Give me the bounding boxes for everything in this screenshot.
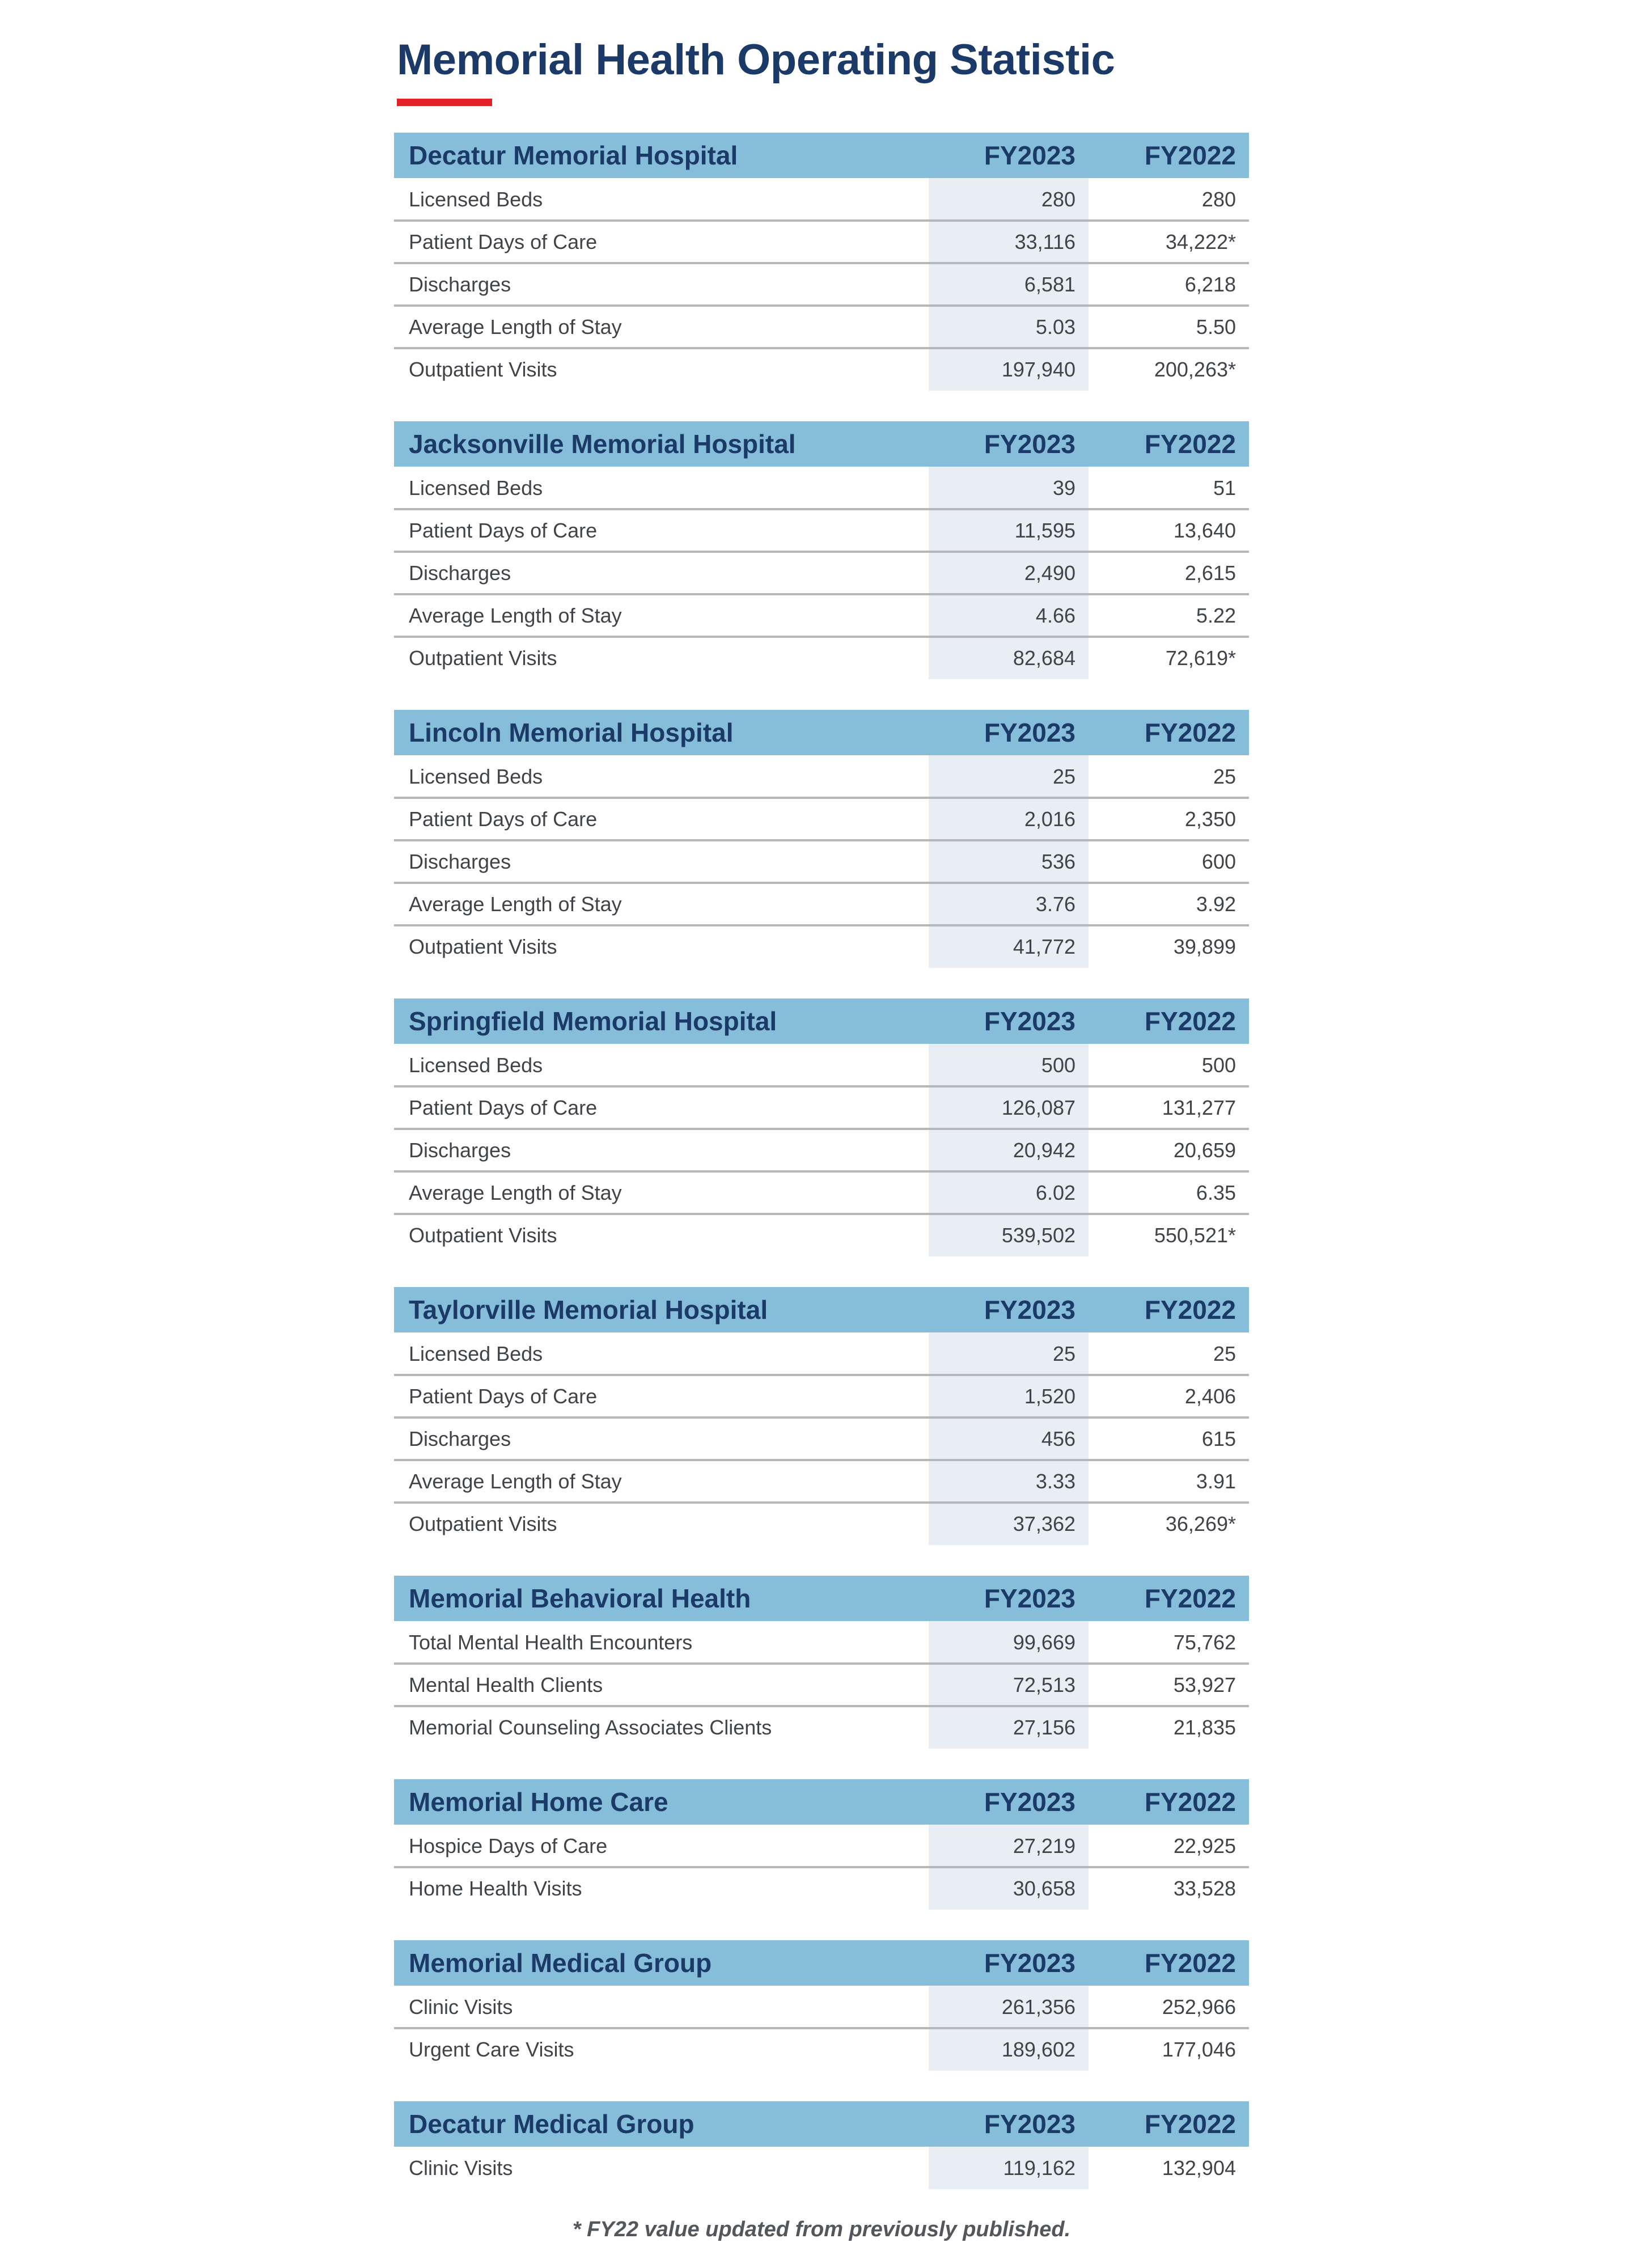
table-body	[394, 755, 1249, 968]
value-fy2023: 280	[929, 178, 1089, 221]
table-row	[394, 1214, 1249, 1256]
metric-label: Total Mental Health Encounters	[409, 1630, 693, 1654]
value-fy2023: 3.33	[929, 1460, 1089, 1503]
column-header-fy2022: FY2022	[1144, 1295, 1236, 1325]
value-fy2023: 189,602	[929, 2028, 1089, 2071]
metric-label: Clinic Visits	[409, 2156, 513, 2180]
metric-label: Discharges	[409, 272, 511, 296]
title-accent-line	[397, 99, 492, 106]
table-title: Memorial Home Care	[409, 1787, 668, 1817]
table-body	[394, 1044, 1249, 1256]
column-header-fy2023: FY2023	[984, 1584, 1075, 1613]
value-fy2023: 261,356	[929, 1986, 1089, 2028]
metric-label: Outpatient Visits	[409, 357, 557, 381]
metric-label: Home Health Visits	[409, 1876, 582, 1900]
table-row	[394, 1129, 1249, 1171]
table-row	[394, 925, 1249, 968]
metric-label: Licensed Beds	[409, 476, 543, 500]
value-fy2022: 36,269*	[1165, 1512, 1236, 1535]
table-memorial-home-care	[394, 1779, 1249, 1910]
table-decatur-memorial-hospital	[394, 133, 1249, 391]
metric-label: Average Length of Stay	[409, 603, 622, 627]
value-fy2023: 2,016	[929, 798, 1089, 840]
value-fy2022: 39,899	[1173, 934, 1236, 958]
column-header-fy2023: FY2023	[984, 141, 1075, 170]
table-row	[394, 221, 1249, 263]
value-fy2023: 99,669	[929, 1621, 1089, 1664]
table-row	[394, 467, 1249, 509]
table-row	[394, 1825, 1249, 1867]
value-fy2022: 6.35	[1196, 1180, 1236, 1204]
metric-label: Average Length of Stay	[409, 1180, 622, 1204]
table-row	[394, 306, 1249, 348]
table-row	[394, 755, 1249, 798]
value-fy2022: 131,277	[1162, 1095, 1236, 1119]
value-fy2022: 72,619*	[1165, 646, 1236, 670]
metric-label: Discharges	[409, 1427, 511, 1450]
metric-label: Average Length of Stay	[409, 892, 622, 916]
value-fy2023: 1,520	[929, 1375, 1089, 1417]
table-row	[394, 1375, 1249, 1417]
column-header-fy2022: FY2022	[1144, 1948, 1236, 1978]
table-springfield-memorial-hospital	[394, 998, 1249, 1256]
column-header-fy2022: FY2022	[1144, 141, 1236, 170]
column-header-fy2023: FY2023	[984, 429, 1075, 459]
value-fy2022: 21,835	[1173, 1715, 1236, 1739]
metric-label: Outpatient Visits	[409, 1512, 557, 1535]
column-header-fy2022: FY2022	[1144, 1584, 1236, 1613]
table-row	[394, 637, 1249, 679]
metric-label: Discharges	[409, 849, 511, 873]
metric-label: Licensed Beds	[409, 764, 543, 788]
value-fy2022: 200,263*	[1154, 357, 1236, 381]
value-fy2023: 126,087	[929, 1086, 1089, 1129]
value-fy2022: 550,521*	[1154, 1223, 1236, 1247]
value-fy2022: 25	[1213, 764, 1236, 788]
table-row	[394, 1986, 1249, 2028]
metric-label: Licensed Beds	[409, 1053, 543, 1077]
value-fy2023: 25	[929, 755, 1089, 798]
value-fy2023: 41,772	[929, 925, 1089, 968]
value-fy2023: 20,942	[929, 1129, 1089, 1171]
table-body	[394, 2147, 1249, 2189]
table-row	[394, 840, 1249, 883]
value-fy2022: 53,927	[1173, 1673, 1236, 1696]
value-fy2023: 456	[929, 1417, 1089, 1460]
column-header-fy2023: FY2023	[984, 1006, 1075, 1036]
value-fy2022: 6,218	[1184, 272, 1236, 296]
table-row	[394, 509, 1249, 552]
table-header	[394, 133, 1249, 178]
value-fy2022: 5.50	[1196, 315, 1236, 338]
metric-label: Discharges	[409, 561, 511, 585]
metric-label: Average Length of Stay	[409, 315, 622, 338]
table-body	[394, 1986, 1249, 2071]
table-row	[394, 1706, 1249, 1749]
metric-label: Patient Days of Care	[409, 1095, 598, 1119]
table-row	[394, 1460, 1249, 1503]
value-fy2022: 13,640	[1173, 518, 1236, 542]
table-row	[394, 1503, 1249, 1545]
metric-label: Clinic Visits	[409, 1995, 513, 2019]
value-fy2023: 500	[929, 1044, 1089, 1086]
metric-label: Patient Days of Care	[409, 1384, 598, 1408]
column-header-fy2023: FY2023	[984, 1295, 1075, 1325]
table-row	[394, 594, 1249, 637]
value-fy2023: 119,162	[929, 2147, 1089, 2189]
value-fy2022: 2,615	[1184, 561, 1236, 585]
value-fy2022: 600	[1201, 849, 1236, 873]
table-body	[394, 1825, 1249, 1910]
value-fy2022: 177,046	[1162, 2037, 1236, 2061]
value-fy2022: 500	[1201, 1053, 1236, 1077]
value-fy2023: 6,581	[929, 263, 1089, 306]
table-header	[394, 2101, 1249, 2147]
metric-label: Outpatient Visits	[409, 934, 557, 958]
table-memorial-medical-group	[394, 1940, 1249, 2071]
value-fy2023: 33,116	[929, 221, 1089, 263]
value-fy2022: 51	[1213, 476, 1236, 500]
table-body	[394, 1332, 1249, 1545]
table-row	[394, 798, 1249, 840]
table-title: Taylorville Memorial Hospital	[409, 1295, 768, 1325]
value-fy2022: 280	[1201, 187, 1236, 211]
value-fy2022: 5.22	[1196, 603, 1236, 627]
table-header	[394, 1576, 1249, 1621]
metric-label: Outpatient Visits	[409, 1223, 557, 1247]
column-header-fy2023: FY2023	[984, 2109, 1075, 2139]
value-fy2023: 5.03	[929, 306, 1089, 348]
value-fy2022: 22,925	[1173, 1834, 1236, 1857]
table-memorial-behavioral-health	[394, 1576, 1249, 1749]
footnote: * FY22 value updated from previously published.	[572, 2218, 1071, 2241]
value-fy2023: 37,362	[929, 1503, 1089, 1545]
column-header-fy2022: FY2022	[1144, 718, 1236, 747]
value-fy2022: 3.92	[1196, 892, 1236, 916]
table-title: Decatur Medical Group	[409, 2109, 695, 2139]
metric-label: Outpatient Visits	[409, 646, 557, 670]
value-fy2022: 132,904	[1162, 2156, 1236, 2180]
table-row	[394, 2147, 1249, 2189]
value-fy2023: 27,219	[929, 1825, 1089, 1867]
table-body	[394, 1621, 1249, 1749]
value-fy2022: 2,350	[1184, 807, 1236, 831]
value-fy2023: 4.66	[929, 594, 1089, 637]
value-fy2023: 3.76	[929, 883, 1089, 925]
table-row	[394, 178, 1249, 221]
table-header	[394, 998, 1249, 1044]
table-row	[394, 1621, 1249, 1664]
metric-label: Patient Days of Care	[409, 807, 598, 831]
column-header-fy2022: FY2022	[1144, 2109, 1236, 2139]
metric-label: Patient Days of Care	[409, 518, 598, 542]
column-header-fy2023: FY2023	[984, 1948, 1075, 1978]
metric-label: Licensed Beds	[409, 1342, 543, 1365]
table-row	[394, 2028, 1249, 2071]
table-row	[394, 552, 1249, 594]
value-fy2023: 536	[929, 840, 1089, 883]
value-fy2022: 25	[1213, 1342, 1236, 1365]
table-taylorville-memorial-hospital	[394, 1287, 1249, 1545]
column-header-fy2023: FY2023	[984, 718, 1075, 747]
value-fy2023: 82,684	[929, 637, 1089, 679]
table-row	[394, 1171, 1249, 1214]
value-fy2022: 34,222*	[1165, 230, 1236, 253]
value-fy2023: 27,156	[929, 1706, 1089, 1749]
table-header	[394, 710, 1249, 755]
value-fy2022: 75,762	[1173, 1630, 1236, 1654]
metric-label: Mental Health Clients	[409, 1673, 603, 1696]
metric-label: Licensed Beds	[409, 187, 543, 211]
column-header-fy2022: FY2022	[1144, 429, 1236, 459]
value-fy2022: 3.91	[1196, 1469, 1236, 1493]
metric-label: Average Length of Stay	[409, 1469, 622, 1493]
table-header	[394, 1779, 1249, 1825]
table-row	[394, 1332, 1249, 1375]
value-fy2023: 197,940	[929, 348, 1089, 391]
value-fy2023: 39	[929, 467, 1089, 509]
value-fy2022: 33,528	[1173, 1876, 1236, 1900]
table-row	[394, 1086, 1249, 1129]
table-jacksonville-memorial-hospital	[394, 421, 1249, 679]
value-fy2022: 2,406	[1184, 1384, 1236, 1408]
table-row	[394, 1664, 1249, 1706]
column-header-fy2022: FY2022	[1144, 1006, 1236, 1036]
value-fy2023: 25	[929, 1332, 1089, 1375]
column-header-fy2022: FY2022	[1144, 1787, 1236, 1817]
value-fy2022: 252,966	[1162, 1995, 1236, 2019]
metric-label: Urgent Care Visits	[409, 2037, 574, 2061]
table-body	[394, 178, 1249, 391]
table-row	[394, 1867, 1249, 1910]
table-row	[394, 883, 1249, 925]
metric-label: Discharges	[409, 1138, 511, 1162]
content-column	[394, 0, 1249, 2242]
metric-label: Memorial Counseling Associates Clients	[409, 1715, 772, 1739]
table-header	[394, 1940, 1249, 1986]
value-fy2023: 6.02	[929, 1171, 1089, 1214]
table-row	[394, 348, 1249, 391]
tables	[394, 133, 1249, 2189]
table-header	[394, 1287, 1249, 1332]
value-fy2022: 615	[1201, 1427, 1236, 1450]
metric-label: Patient Days of Care	[409, 230, 598, 253]
table-body	[394, 467, 1249, 679]
value-fy2022: 20,659	[1173, 1138, 1236, 1162]
table-title: Jacksonville Memorial Hospital	[409, 429, 796, 459]
table-lincoln-memorial-hospital	[394, 710, 1249, 968]
value-fy2023: 539,502	[929, 1214, 1089, 1256]
page-title: Memorial Health Operating Statistic	[397, 36, 1115, 84]
column-header-fy2023: FY2023	[984, 1787, 1075, 1817]
table-header	[394, 421, 1249, 467]
value-fy2023: 2,490	[929, 552, 1089, 594]
table-title: Memorial Medical Group	[409, 1948, 712, 1978]
value-fy2023: 72,513	[929, 1664, 1089, 1706]
table-title: Memorial Behavioral Health	[409, 1584, 751, 1613]
table-title: Decatur Memorial Hospital	[409, 141, 738, 170]
table-row	[394, 263, 1249, 306]
table-decatur-medical-group	[394, 2101, 1249, 2189]
value-fy2023: 30,658	[929, 1867, 1089, 1910]
metric-label: Hospice Days of Care	[409, 1834, 608, 1857]
table-row	[394, 1417, 1249, 1460]
table-title: Springfield Memorial Hospital	[409, 1006, 777, 1036]
value-fy2023: 11,595	[929, 509, 1089, 552]
table-row	[394, 1044, 1249, 1086]
table-title: Lincoln Memorial Hospital	[409, 718, 734, 747]
